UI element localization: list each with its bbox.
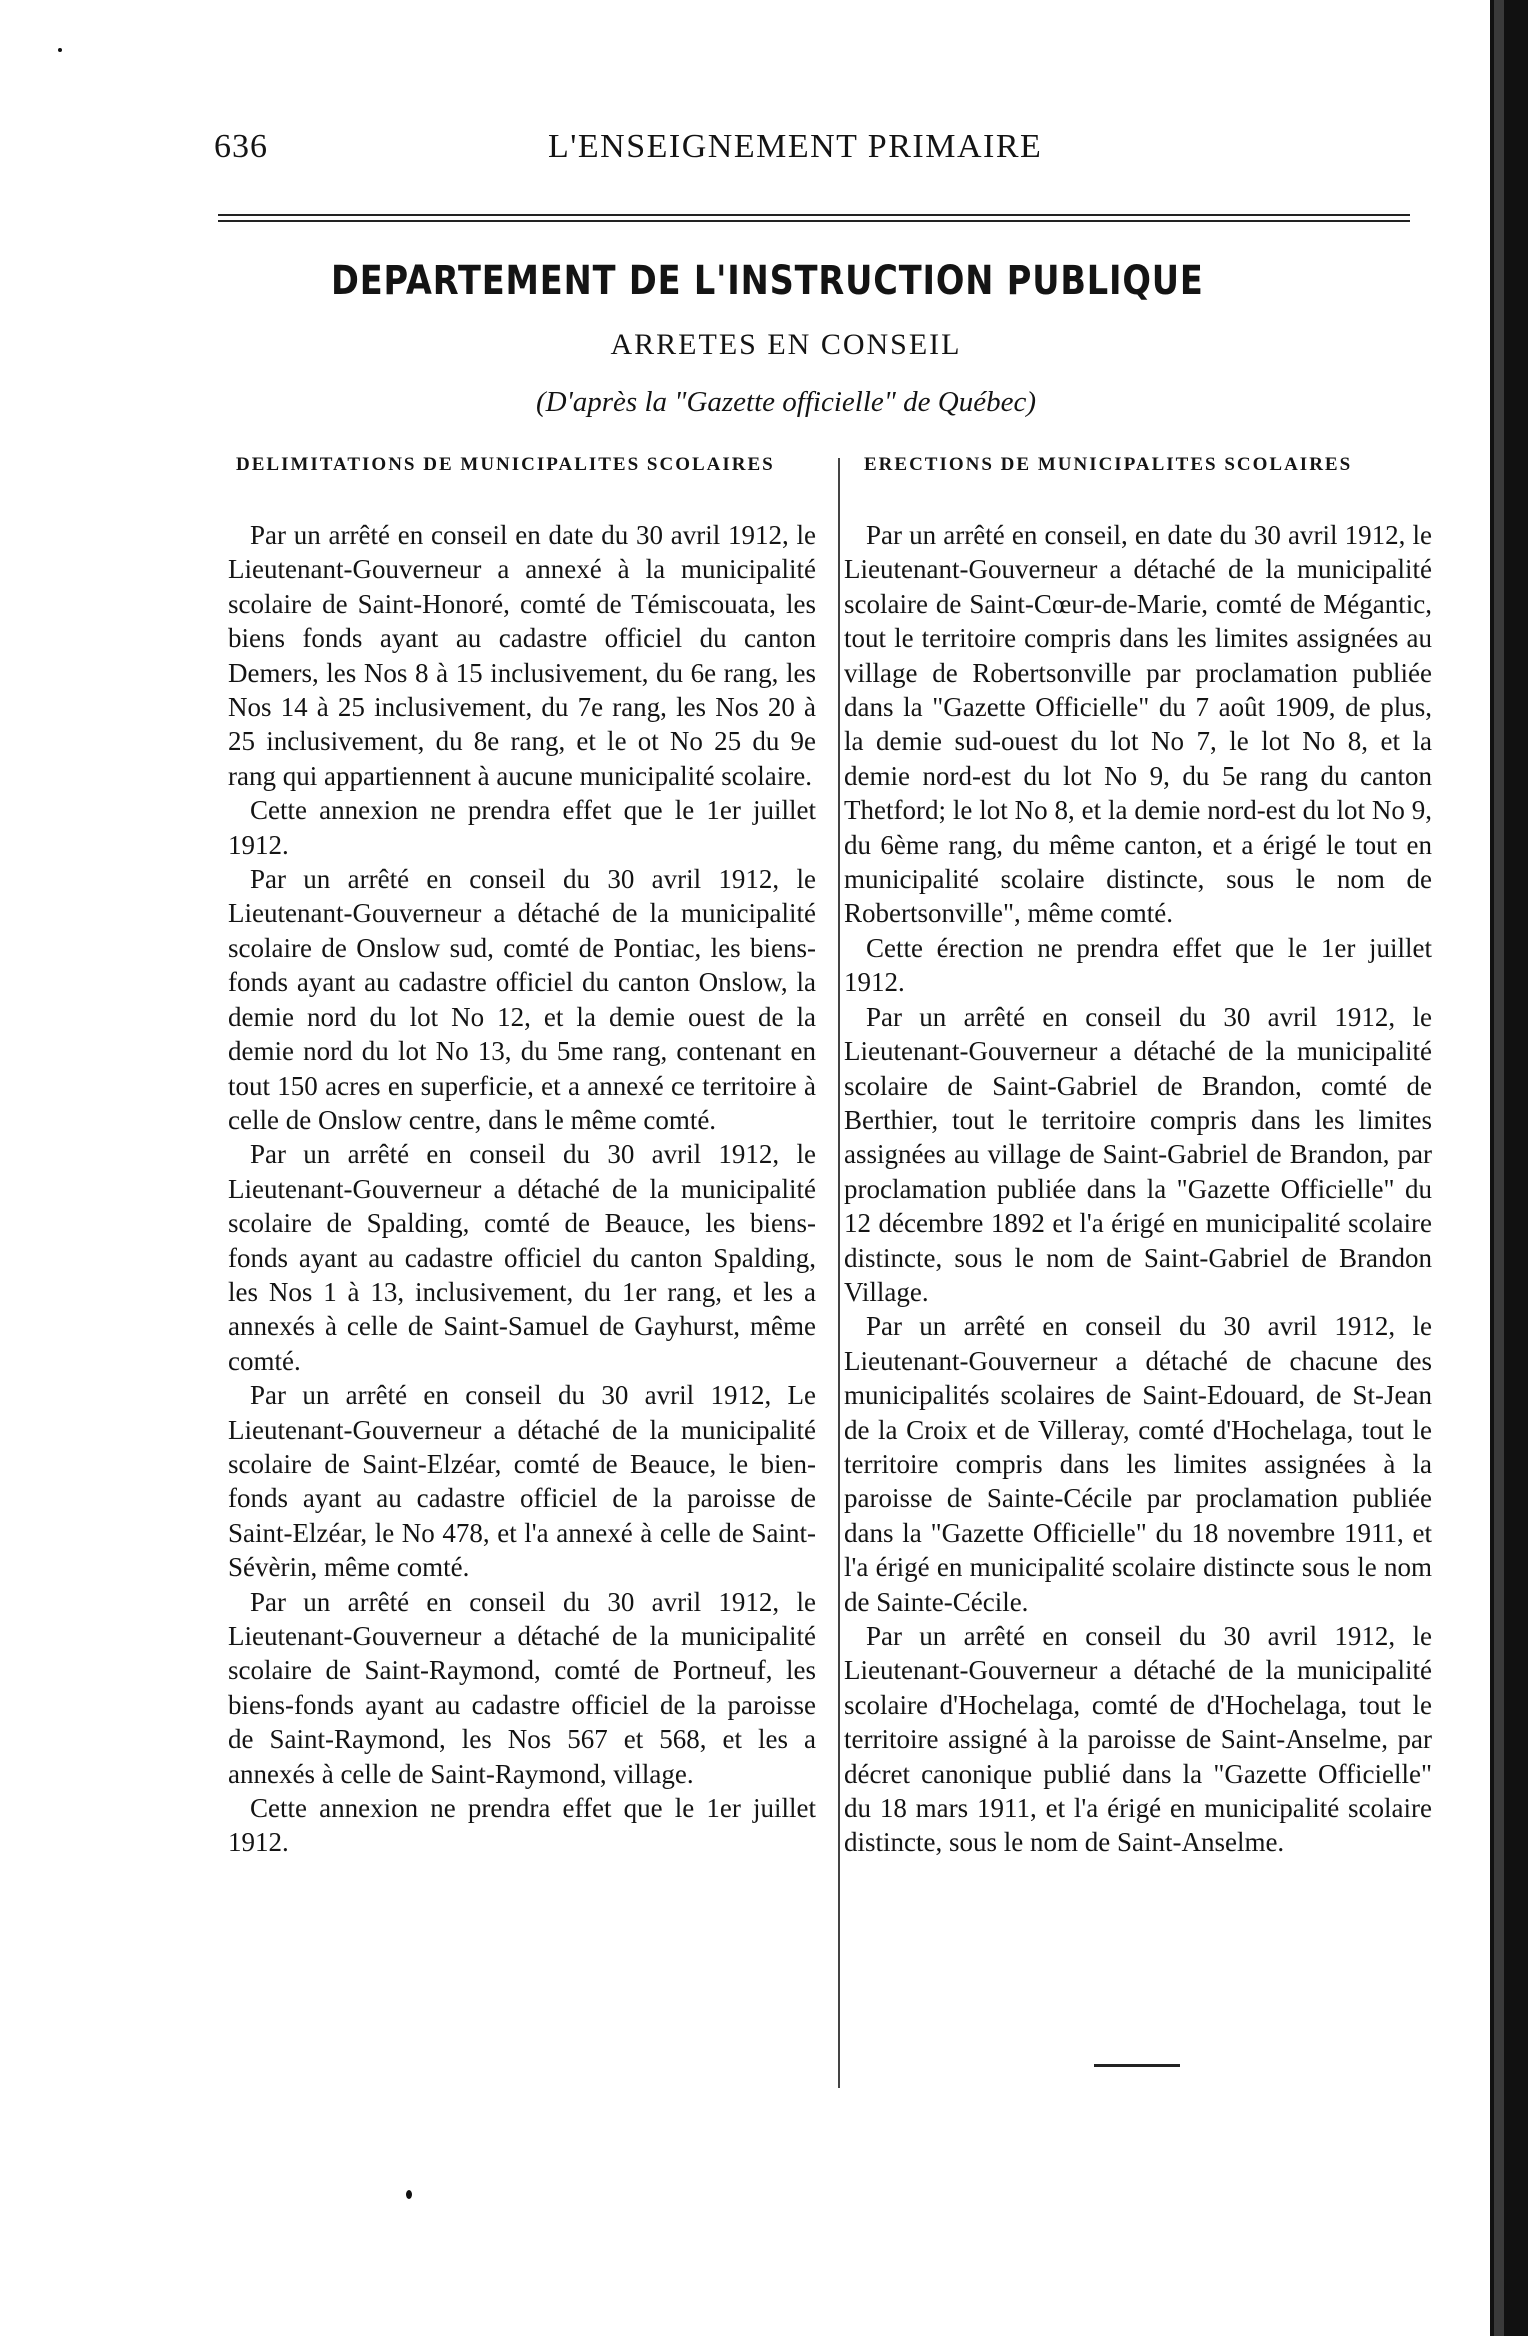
right-column — [844, 518, 1432, 1860]
page-title: DEPARTEMENT DE L'INSTRUCTION PUBLIQUE — [331, 258, 1204, 304]
paragraph: Par un arrêté en conseil du 30 avril 1912, Le Lieutenant-Gouverneur a détaché de la municipalité scolaire de Saint-Elzéar, comté de Beauce, le bien-fonds ayant au cadastre officiel de la paroisse de Saint-Elzéar, le No 478, et l'a annexé à celle de Saint-Sévèrin, même comté. — [228, 1380, 816, 1583]
right-column-heading: ERECTIONS DE MUNICIPALITES SCOLAIRES — [864, 454, 1353, 475]
paragraph: Par un arrêté en conseil du 30 avril 1912, le Lieutenant-Gouverneur a détaché de chacune des municipalités scolaires de Saint-Edouard, de St-Jean de la Croix et de Villeray, comté d'Hochelaga, tout le territoire compris dans les limites assignées à la paroisse de Sainte-Cécile par proclamation publiée dans la "Gazette Officielle" du 18 novembre 1911, et l'a érigé en municipalité scolaire distincte sous le nom de Sainte-Cécile. — [844, 1311, 1432, 1617]
paragraph: Par un arrêté en conseil du 30 avril 1912, le Lieutenant-Gouverneur a détaché de la municipalité scolaire de Onslow sud, comté de Pontiac, les biens-fonds ayant au cadastre officiel du canton Onslow, la demie nord du lot No 12, et la demie ouest de la demie nord du lot No 13, du 5me rang, contenant en tout 150 acres en superficie, et a annexé ce territoire à celle de Onslow centre, dans le même comté. — [228, 864, 816, 1135]
end-rule — [1094, 2064, 1180, 2067]
scan-speck — [58, 48, 62, 52]
paragraph: Cette érection ne prendra effet que le 1er juillet 1912. — [844, 932, 1432, 998]
header-rule — [218, 214, 1410, 216]
source-note: (D'après la "Gazette officielle" de Québec) — [535, 386, 1037, 418]
paragraph: Par un arrêté en conseil du 30 avril 1912, le Lieutenant-Gouverneur a détaché de la municipalité scolaire de Spalding, comté de Beauce, les biens-fonds ayant au cadastre officiel du canton Spalding, les Nos 1 à 13, inclusivement, du 1er rang, et les a annexés à celle de Saint-Samuel de Gayhurst, même comté. — [228, 1139, 816, 1376]
paragraph: Cette annexion ne prendra effet que le 1er juillet 1912. — [228, 1793, 816, 1858]
paragraph: Par un arrêté en conseil, en date du 30 avril 1912, le Lieutenant-Gouverneur a détaché de la municipalité scolaire de Saint-Cœur-de-Marie, comté de Mégantic, tout le territoire compris dans les limites assignées au village de Robertsonville par proclamation publiée dans la "Gazette Officielle" du 7 août 1909, de plus, la demie sud-ouest du lot No 7, le lot No 8, et la demie nord-est du lot No 9, du 5e rang du canton Thetford; le lot No 8, et la demie nord-est du lot No 9, du 6ème rang, du même canton, et a érigé le tout en municipalité scolaire distincte, sous le nom de Robertsonville", même comté. — [844, 520, 1432, 929]
paragraph: Par un arrêté en conseil du 30 avril 1912, le Lieutenant-Gouverneur a détaché de la municipalité scolaire de Saint-Gabriel de Brandon, comté de Berthier, tout le territoire compris dans les limites assignées au village de Saint-Gabriel de Brandon, par proclamation publiée dans la "Gazette Officielle" du 12 décembre 1892 et l'a érigé en municipalité scolaire distincte, sous le nom de Saint-Gabriel de Brandon Village. — [844, 1001, 1432, 1307]
scan-speck — [406, 2190, 412, 2199]
section-subtitle: ARRETES EN CONSEIL — [610, 328, 962, 361]
left-column-heading: DELIMITATIONS DE MUNICIPALITES SCOLAIRES — [236, 454, 775, 475]
column-divider — [838, 458, 840, 2088]
left-column — [228, 518, 816, 1860]
paragraph: Par un arrêté en conseil en date du 30 avril 1912, le Lieutenant-Gouverneur a annexé à la municipalité scolaire de Saint-Honoré, comté de Témiscouata, les biens fonds ayant au cadastre officiel du canton Demers, les Nos 8 à 15 inclusivement, du 6e rang, les Nos 14 à 25 inclusivement, du 7e rang, les Nos 20 à 25 inclusivement, du 8e rang, et le ot No 25 du 9e rang qui appartiennent à aucune municipalité scolaire. — [228, 520, 816, 791]
paragraph: Cette annexion ne prendra effet que le 1er juillet 1912. — [228, 795, 816, 860]
page-number: 636 — [214, 128, 268, 165]
paragraph: Par un arrêté en conseil du 30 avril 1912, le Lieutenant-Gouverneur a détaché de la municipalité scolaire de Saint-Raymond, comté de Portneuf, les biens-fonds ayant au cadastre officiel de la paroisse de Saint-Raymond, les Nos 567 et 568, et les a annexés à celle de Saint-Raymond, village. — [228, 1586, 816, 1789]
running-title: L'ENSEIGNEMENT PRIMAIRE — [548, 128, 1043, 165]
header-rule-double — [218, 220, 1410, 222]
paragraph: Par un arrêté en conseil du 30 avril 1912, le Lieutenant-Gouverneur a détaché de la municipalité scolaire d'Hochelaga, comté de d'Hochelaga, tout le territoire assigné à la paroisse de Saint-Anselme, par décret canonique publié dans la "Gazette Officielle" du 18 mars 1911, et l'a érigé en municipalité scolaire distincte, sous le nom de Saint-Anselme. — [844, 1621, 1432, 1858]
